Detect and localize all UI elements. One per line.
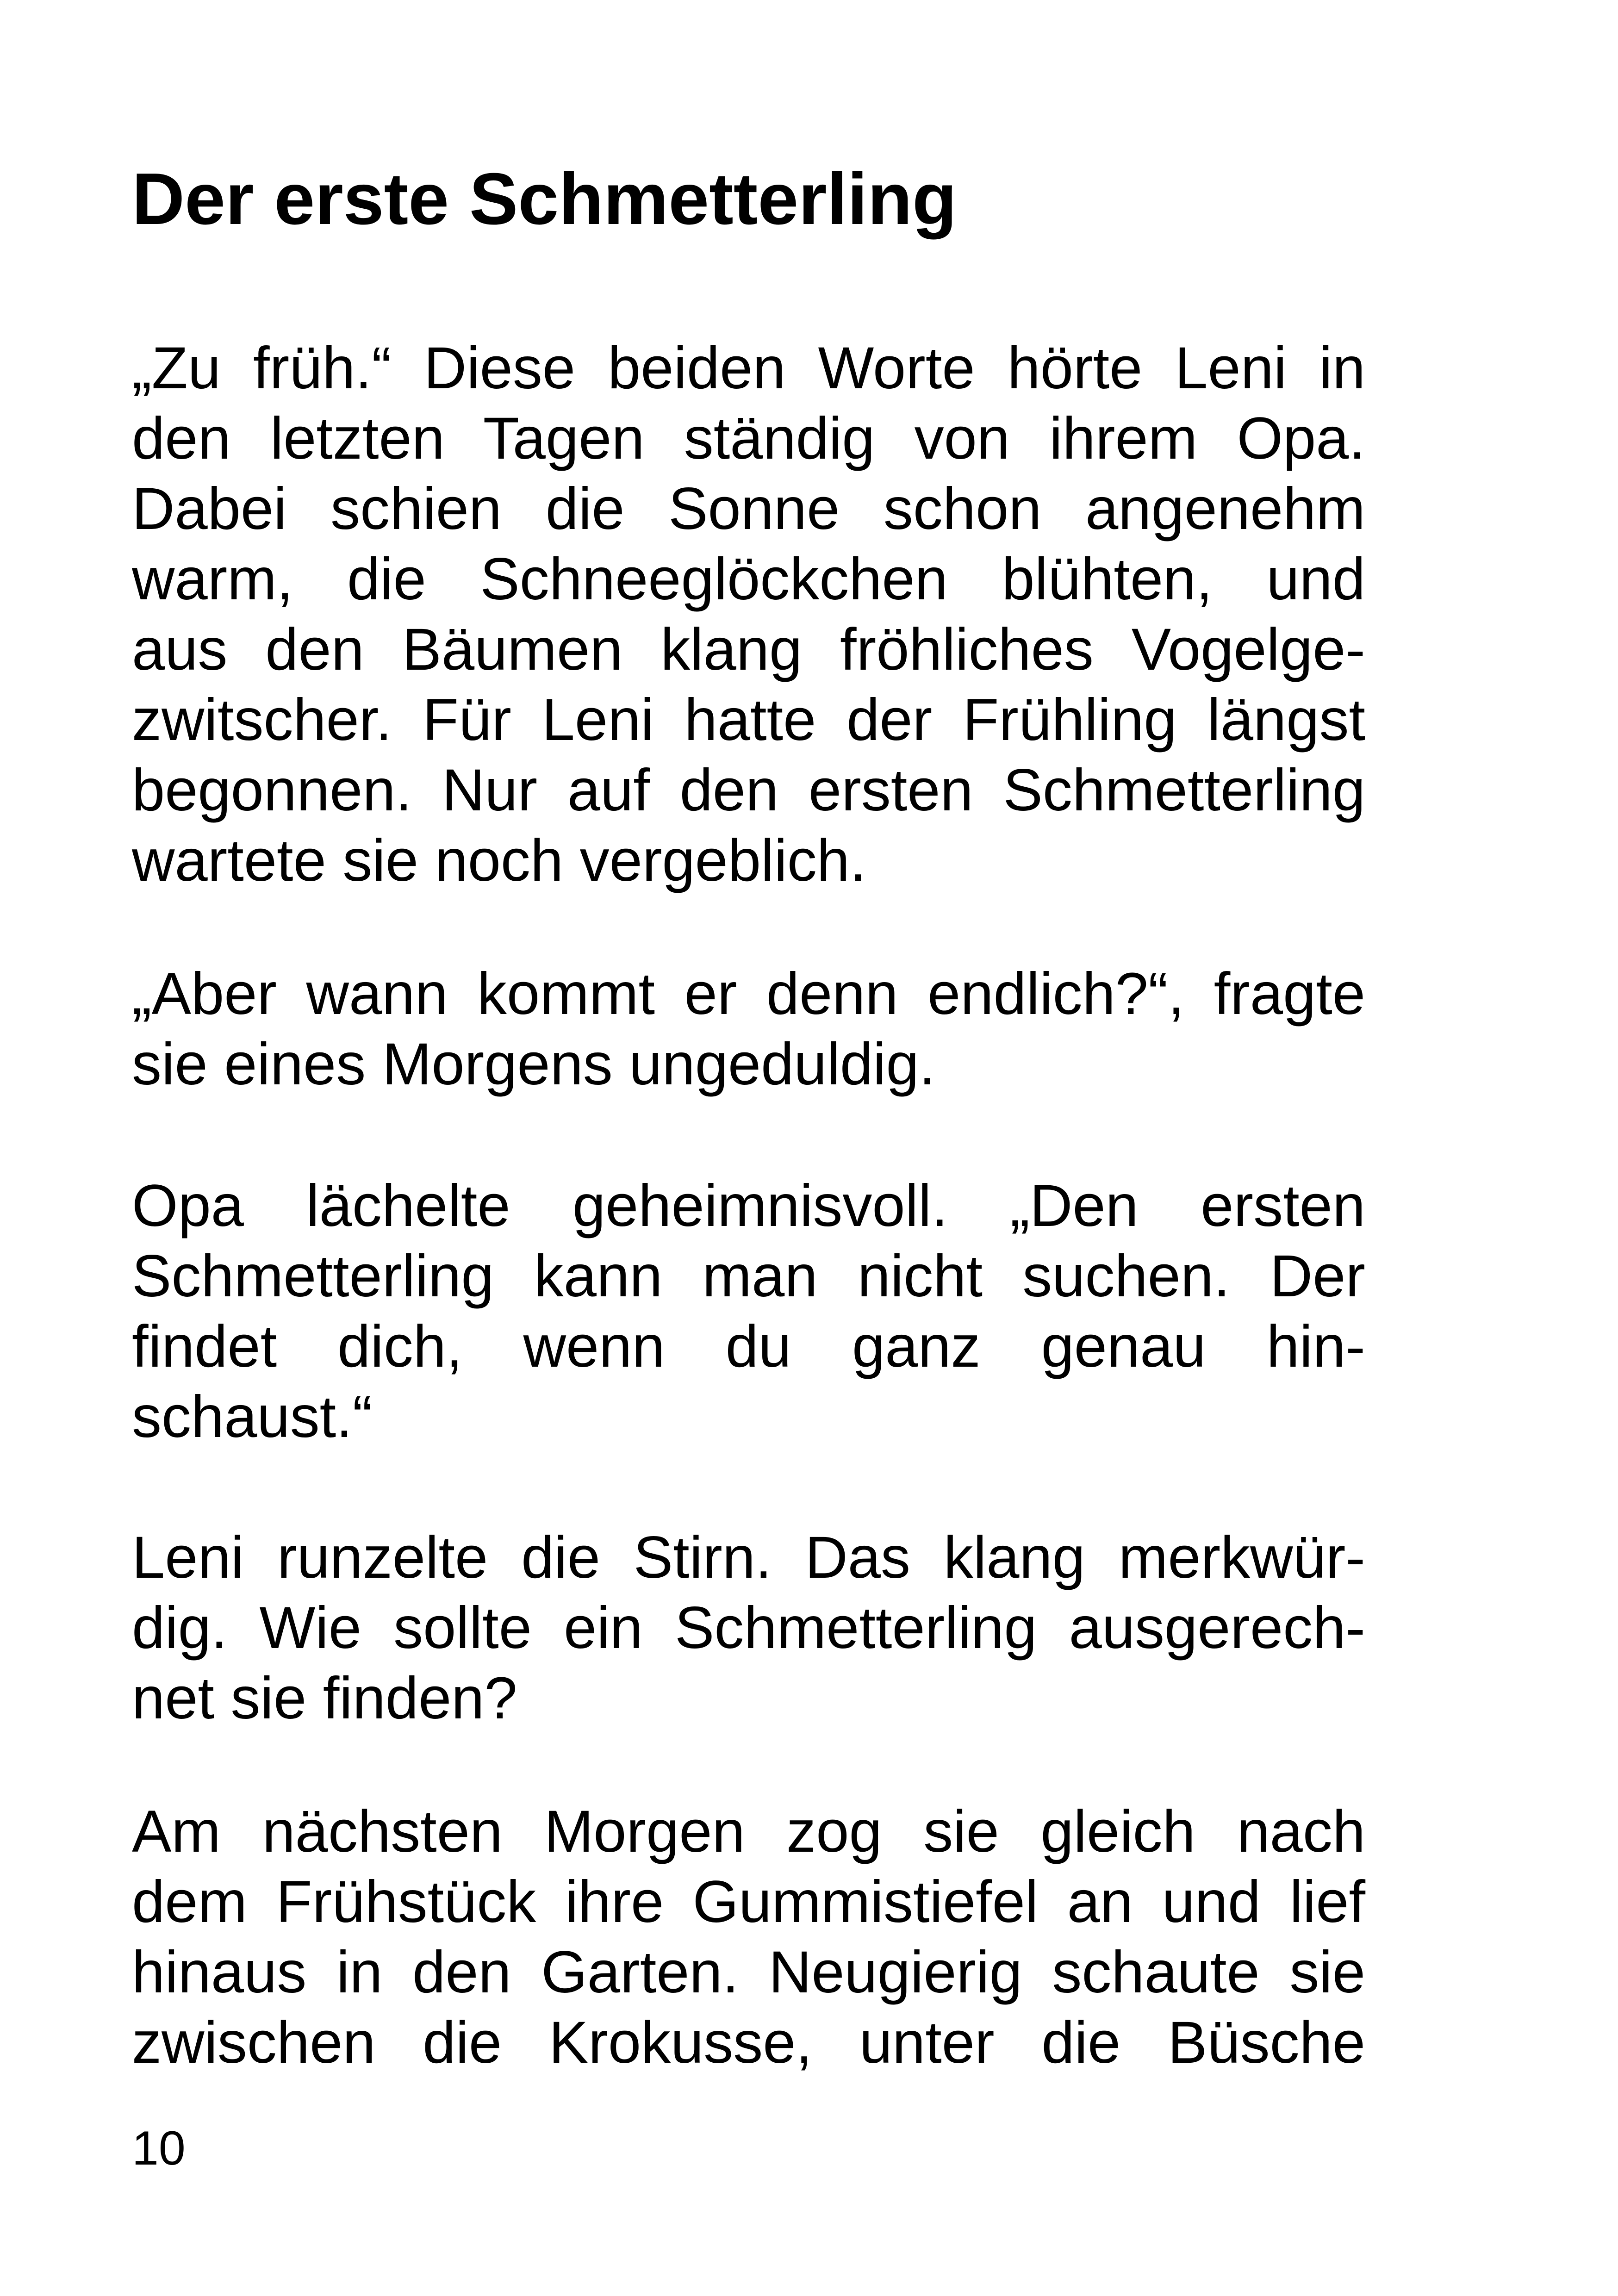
text-line: Opa lächelte geheimnisvoll. „Den ersten: [132, 1173, 1365, 1239]
page-number: 10: [132, 2122, 186, 2175]
text-line: zwischen die Krokusse, unter die Büsche: [132, 2010, 1365, 2076]
text-line: hinaus in den Garten. Neugierig schaute sie: [132, 1939, 1365, 2005]
text-line: dig. Wie sollte ein Schmetterling ausgerech-: [132, 1595, 1365, 1661]
text-line: wartete sie noch vergeblich.: [132, 828, 866, 894]
chapter-title: Der erste Schmetterling: [132, 158, 957, 240]
text-line: warm, die Schneeglöckchen blühten, und: [132, 546, 1365, 612]
text-line: sie eines Morgens ungeduldig.: [132, 1031, 936, 1097]
text-line: Am nächsten Morgen zog sie gleich nach: [132, 1798, 1365, 1865]
text-line: Leni runzelte die Stirn. Das klang merkwür-: [132, 1524, 1365, 1591]
text-line: dem Frühstück ihre Gummistiefel an und lief: [132, 1869, 1365, 1935]
text-line: Schmetterling kann man nicht suchen. Der: [132, 1243, 1365, 1309]
text-line: „Zu früh.“ Diese beiden Worte hörte Leni in: [132, 335, 1365, 401]
text-line: findet dich, wenn du ganz genau hin-: [132, 1313, 1365, 1380]
text-line: aus den Bäumen klang fröhliches Vogelge-: [132, 616, 1365, 683]
text-line: „Aber wann kommt er denn endlich?“, fragte: [132, 961, 1365, 1027]
text-line: den letzten Tagen ständig von ihrem Opa.: [132, 405, 1365, 472]
text-line: net sie finden?: [132, 1665, 517, 1731]
text-line: begonnen. Nur auf den ersten Schmetterling: [132, 757, 1365, 823]
text-line: zwitscher. Für Leni hatte der Frühling längst: [132, 687, 1365, 753]
text-line: Dabei schien die Sonne schon angenehm: [132, 476, 1365, 542]
text-line: schaust.“: [132, 1384, 373, 1450]
